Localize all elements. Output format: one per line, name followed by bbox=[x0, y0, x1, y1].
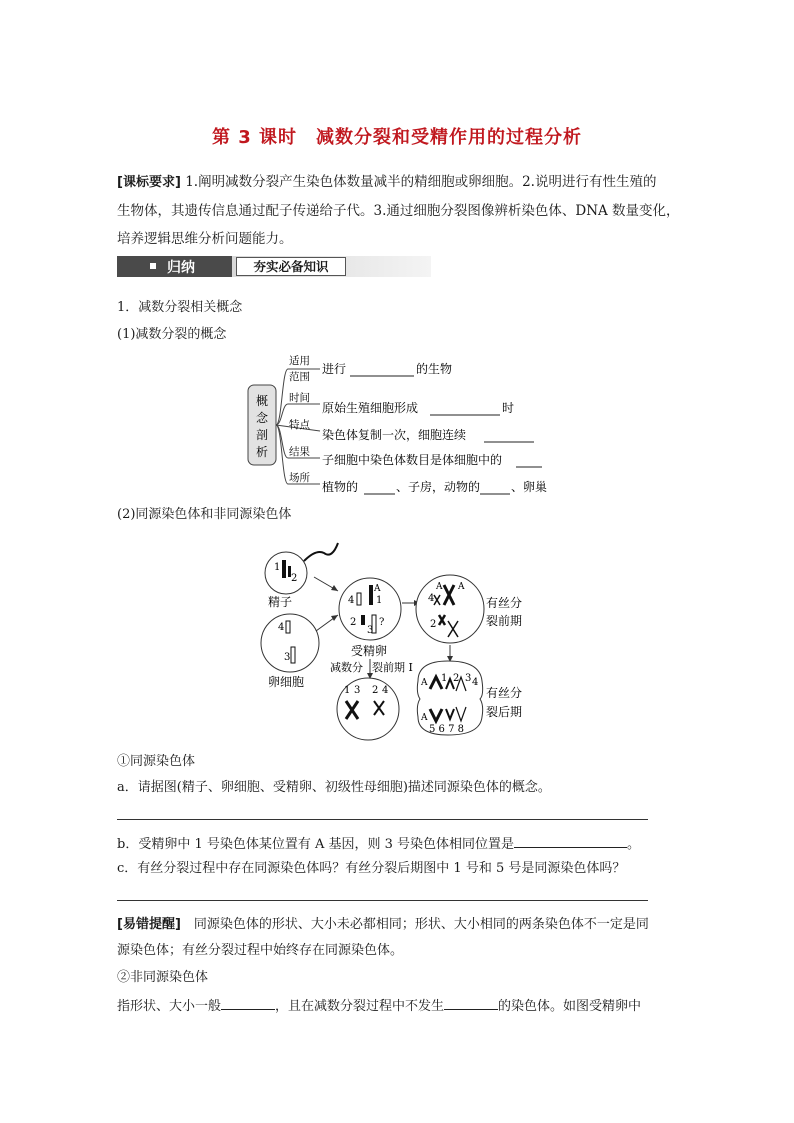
concept-key-place: 场所 bbox=[289, 472, 310, 484]
concept-map bbox=[240, 352, 560, 497]
anaphase-num-1: 1 bbox=[441, 673, 448, 684]
meiosis-label-2: 裂前期 I bbox=[372, 661, 413, 674]
prophase-gene-a1: A bbox=[436, 582, 443, 592]
concept-row5-pre: 植物的 bbox=[322, 480, 359, 494]
anaphase-gene-a1: A bbox=[421, 678, 428, 688]
prophase-num-2: 2 bbox=[430, 619, 437, 630]
zygote-num-4: 4 bbox=[348, 595, 355, 606]
question-b-blank[interactable] bbox=[514, 833, 627, 848]
sperm-num-2: 2 bbox=[291, 573, 298, 584]
sperm-num-1: 1 bbox=[274, 562, 281, 573]
square-bullet-icon bbox=[150, 263, 156, 269]
egg-num-4: 4 bbox=[278, 622, 285, 633]
anaphase-num-3: 3 bbox=[465, 673, 472, 684]
answer-line-c bbox=[117, 900, 648, 901]
concept-key-time: 时间 bbox=[289, 392, 310, 404]
nonhomologous-heading: ②非同源染色体 bbox=[117, 970, 209, 985]
section1-subheading: (1)减数分裂的概念 bbox=[117, 327, 227, 342]
requirement-text-line2: 生物体，其遗传信息通过配子传递给子代。3.通过细胞分裂图像辨析染色体、DNA 数量变化， bbox=[117, 203, 680, 219]
sperm-label: 精子 bbox=[268, 595, 293, 609]
question-a: a．请据图(精子、卵细胞、受精卵、初级性母细胞)描述同源染色体的概念。 bbox=[117, 780, 551, 795]
prophase-label-1: 有丝分 bbox=[486, 596, 523, 610]
question-b-post: 。 bbox=[627, 837, 641, 852]
banner-box bbox=[236, 257, 346, 276]
cell-diagram bbox=[258, 533, 538, 745]
requirement-tag: [课标要求] bbox=[117, 175, 181, 190]
anaphase-num-4: 4 bbox=[472, 677, 479, 688]
tip-text-1: 同源染色体的形状、大小未必都相同；形状、大小相同的两条染色体不一定是同 bbox=[180, 917, 649, 932]
nonhomologous-text bbox=[117, 995, 641, 1017]
concept-row3-pre: 染色体复制一次，细胞连续 bbox=[322, 428, 467, 442]
concept-center-char2: 念 bbox=[255, 411, 269, 425]
concept-row5-mid1: 、子房，动物的 bbox=[396, 480, 481, 494]
arrow-head-2 bbox=[331, 615, 338, 621]
anaphase-nums-bottom: 5 6 7 8 bbox=[429, 724, 464, 735]
meiosis-num-1: 1 bbox=[344, 685, 351, 696]
meiosis-num-3: 3 bbox=[354, 685, 361, 696]
nonhomologous-blank-1[interactable] bbox=[221, 995, 275, 1010]
zygote-num-2: 2 bbox=[350, 617, 357, 628]
egg-label: 卵细胞 bbox=[268, 675, 305, 689]
question-c: c．有丝分裂过程中存在同源染色体吗？有丝分裂后期图中 1 号和 5 号是同源染色体吗？ bbox=[117, 861, 626, 876]
zygote-chromosome-1 bbox=[369, 585, 373, 605]
anaphase-label-2: 裂后期 bbox=[486, 705, 523, 719]
banner-label: 归纳 bbox=[167, 260, 195, 276]
banner-box-label: 夯实必备知识 bbox=[253, 259, 329, 274]
concept-key-feature: 特点 bbox=[289, 419, 310, 431]
concept-row1-pre: 进行 bbox=[322, 362, 347, 376]
banner-dark-block bbox=[117, 256, 232, 277]
prophase-label-2: 裂前期 bbox=[486, 614, 523, 628]
concept-row2-pre: 原始生殖细胞形成 bbox=[322, 401, 419, 415]
anaphase-num-2: 2 bbox=[453, 673, 460, 684]
requirement-text-line1: 1.阐明减数分裂产生染色体数量减半的精细胞或卵细胞。2.说明进行有性生殖的 bbox=[185, 174, 657, 190]
zygote-num-1: 1 bbox=[376, 595, 383, 606]
page-title: 第 3 课时 减数分裂和受精作用的过程分析 bbox=[211, 127, 583, 148]
nonhomologous-mid: ，且在减数分裂过程中不发生 bbox=[275, 999, 445, 1014]
sperm-tail bbox=[304, 543, 338, 561]
question-b-pre: b．受精卵中 1 号染色体某位置有 A 基因，则 3 号染色体相同位置是 bbox=[117, 837, 515, 852]
concept-center-char3: 剖 bbox=[255, 428, 269, 442]
section1-heading: 1．减数分裂相关概念 bbox=[117, 300, 243, 315]
zygote-gene-a: A bbox=[374, 584, 381, 594]
egg-num-3: 3 bbox=[284, 652, 291, 663]
zygote-label: 受精卵 bbox=[351, 644, 388, 658]
sperm-chromosome-1 bbox=[282, 560, 286, 578]
nonhomologous-pre: 指形状、大小一般 bbox=[117, 999, 222, 1014]
anaphase-gene-a2: A bbox=[421, 713, 428, 723]
zygote-chromosome-2 bbox=[361, 615, 365, 625]
concept-key-scope-1: 适用 bbox=[289, 355, 310, 367]
section-banner bbox=[117, 256, 431, 277]
concept-row1-post: 的生物 bbox=[416, 362, 453, 376]
concept-row2-post: 时 bbox=[502, 401, 515, 415]
meiosis-num-4: 4 bbox=[382, 685, 389, 696]
concept-row5-mid2: 、卵巢 bbox=[511, 480, 548, 494]
answer-line-a bbox=[117, 819, 648, 820]
requirement-text-line3: 培养逻辑思维分析问题能力。 bbox=[117, 231, 293, 247]
nonhomologous-post: 的染色体。如图受精卵中 bbox=[498, 999, 642, 1014]
section1-subheading2: (2)同源染色体和非同源染色体 bbox=[117, 507, 292, 522]
tip-tag: [易错提醒] bbox=[117, 917, 181, 932]
anaphase-label-1: 有丝分 bbox=[486, 686, 523, 700]
zygote-unknown: ? bbox=[379, 617, 385, 628]
tip-line-2: 源染色体；有丝分裂过程中始终存在同源染色体。 bbox=[117, 943, 404, 958]
concept-key-scope-2: 范围 bbox=[289, 371, 310, 383]
prophase-num-4: 4 bbox=[428, 593, 435, 604]
meiosis-label-1: 减数分 bbox=[330, 661, 363, 674]
sperm-chromosome-2 bbox=[288, 566, 291, 577]
prophase-gene-a2: A bbox=[458, 582, 465, 592]
concept-key-result: 结果 bbox=[289, 446, 310, 458]
concept-row4-pre: 子细胞中染色体数目是体细胞中的 bbox=[322, 453, 503, 467]
question-b bbox=[117, 833, 640, 855]
tip-line-1 bbox=[117, 915, 649, 935]
meiosis-num-2: 2 bbox=[372, 685, 379, 696]
nonhomologous-blank-2[interactable] bbox=[444, 995, 498, 1010]
requirement-paragraph bbox=[117, 168, 685, 253]
concept-center-char4: 析 bbox=[255, 445, 269, 459]
homologous-heading: ①同源染色体 bbox=[117, 754, 196, 769]
concept-center-char1: 概 bbox=[255, 394, 269, 408]
zygote-num-3: 3 bbox=[367, 625, 374, 636]
